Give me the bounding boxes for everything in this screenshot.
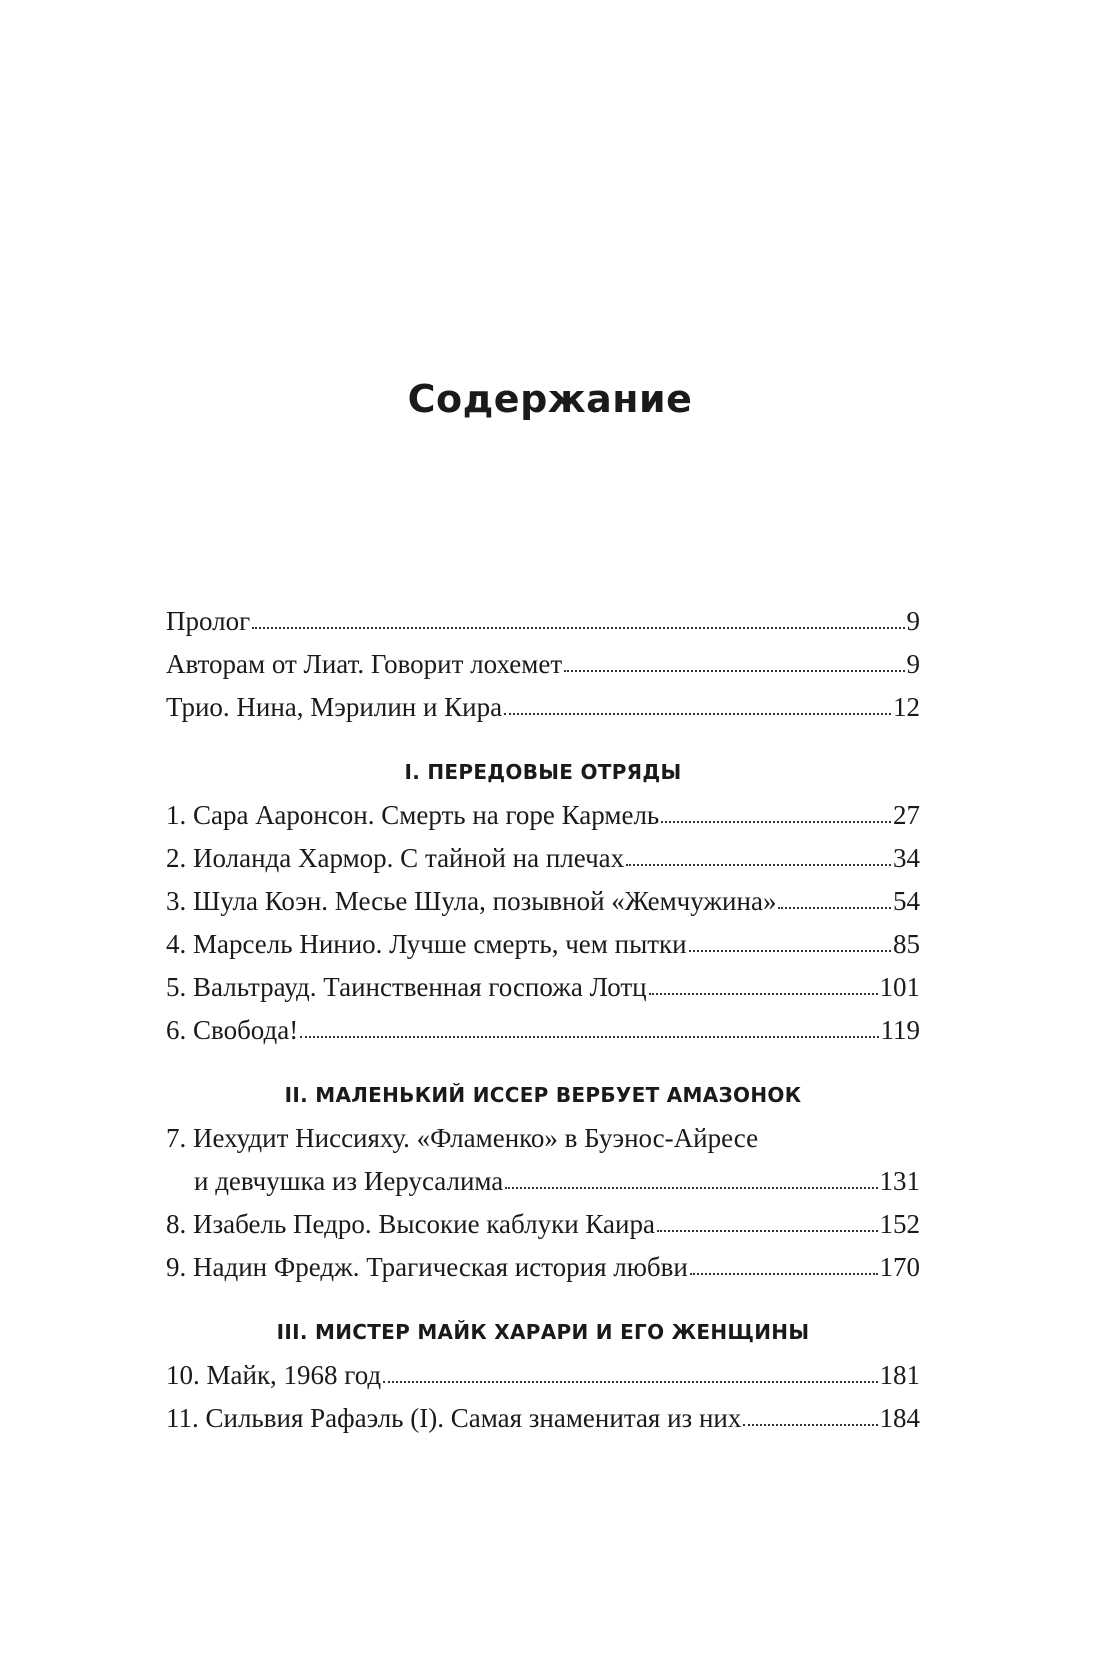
toc-entry-page: 152 — [879, 1209, 920, 1239]
page-title: Содержание — [407, 377, 693, 421]
toc-entry-title: Пролог — [166, 606, 251, 636]
toc-entry[interactable] — [166, 1203, 920, 1246]
toc-entry[interactable] — [166, 1009, 920, 1052]
toc-entry-title: 5. Вальтрауд. Таинственная госпожа Лотц — [166, 972, 647, 1002]
toc-entry-page: 54 — [893, 886, 920, 916]
toc-entry-title: 3. Шула Коэн. Месье Шула, позывной «Жемчужина» — [166, 886, 777, 916]
toc-entry-page: 34 — [893, 843, 920, 873]
toc-entry-title: Авторам от Лиат. Говорит лохемет — [166, 649, 563, 679]
toc-entry-title: 6. Свобода! — [166, 1015, 299, 1045]
dot-leader — [657, 1229, 878, 1232]
toc-entry-page: 27 — [893, 800, 920, 830]
dot-leader — [505, 1186, 877, 1189]
toc-entry[interactable] — [166, 966, 920, 1009]
toc-entry[interactable] — [166, 686, 920, 729]
section-heading: I. ПЕРЕДОВЫЕ ОТРЯДЫ — [404, 760, 682, 784]
dot-leader — [504, 712, 891, 715]
toc-entry[interactable] — [166, 600, 920, 643]
section-heading: III. МИСТЕР МАЙК ХАРАРИ И ЕГО ЖЕНЩИНЫ — [276, 1320, 810, 1344]
toc-entry-title: и девчушка из Иерусалима — [194, 1166, 504, 1196]
dot-leader — [661, 820, 891, 823]
dot-leader — [689, 949, 891, 952]
table-of-contents — [166, 600, 920, 1440]
dot-leader — [649, 992, 878, 995]
toc-entry-title: 10. Майк, 1968 год — [166, 1360, 382, 1390]
toc-entry-page: 12 — [893, 692, 920, 722]
toc-entry[interactable] — [166, 880, 920, 923]
section-heading: II. МАЛЕНЬКИЙ ИССЕР ВЕРБУЕТ АМАЗОНОК — [284, 1083, 802, 1107]
dot-leader — [252, 626, 904, 629]
toc-entry-page: 9 — [906, 649, 920, 679]
toc-entry-title-line1[interactable]: 7. Иехудит Ниссияху. «Фламенко» в Буэнос-Айресе — [166, 1123, 759, 1153]
toc-entry-page: 85 — [893, 929, 920, 959]
dot-leader — [743, 1423, 877, 1426]
toc-entry-title: Трио. Нина, Мэрилин и Кира — [166, 692, 503, 722]
toc-entry-title: 8. Изабель Педро. Высокие каблуки Каира — [166, 1209, 655, 1239]
toc-entry[interactable] — [166, 1397, 920, 1440]
dot-leader — [626, 863, 891, 866]
dot-leader — [690, 1272, 878, 1275]
toc-entry[interactable] — [166, 837, 920, 880]
toc-entry[interactable] — [166, 1354, 920, 1397]
toc-entry-title: 1. Сара Ааронсон. Смерть на горе Кармель — [166, 800, 660, 830]
toc-entry-title: 4. Марсель Нинио. Лучше смерть, чем пытки — [166, 929, 687, 959]
toc-entry[interactable] — [166, 794, 920, 837]
toc-entry-title: 2. Иоланда Хармор. С тайной на плечах — [166, 843, 625, 873]
toc-entry-page: 181 — [879, 1360, 920, 1390]
toc-entry-page: 119 — [880, 1015, 920, 1045]
dot-leader — [778, 906, 891, 909]
toc-entry-page: 9 — [906, 606, 920, 636]
toc-entry-page: 170 — [879, 1252, 920, 1282]
toc-entry[interactable] — [166, 923, 920, 966]
toc-entry-page: 101 — [879, 972, 920, 1002]
toc-entry[interactable] — [166, 1246, 920, 1289]
dot-leader — [300, 1035, 878, 1038]
toc-entry-title: 9. Надин Фредж. Трагическая история любви — [166, 1252, 688, 1282]
toc-entry-page: 184 — [879, 1403, 920, 1433]
dot-leader — [383, 1380, 877, 1383]
toc-entry-page: 131 — [879, 1166, 920, 1196]
toc-entry[interactable] — [166, 1160, 920, 1203]
toc-entry[interactable] — [166, 643, 920, 686]
dot-leader — [564, 669, 904, 672]
toc-entry-title: 11. Сильвия Рафаэль (I). Самая знаменитая из них — [166, 1403, 742, 1433]
